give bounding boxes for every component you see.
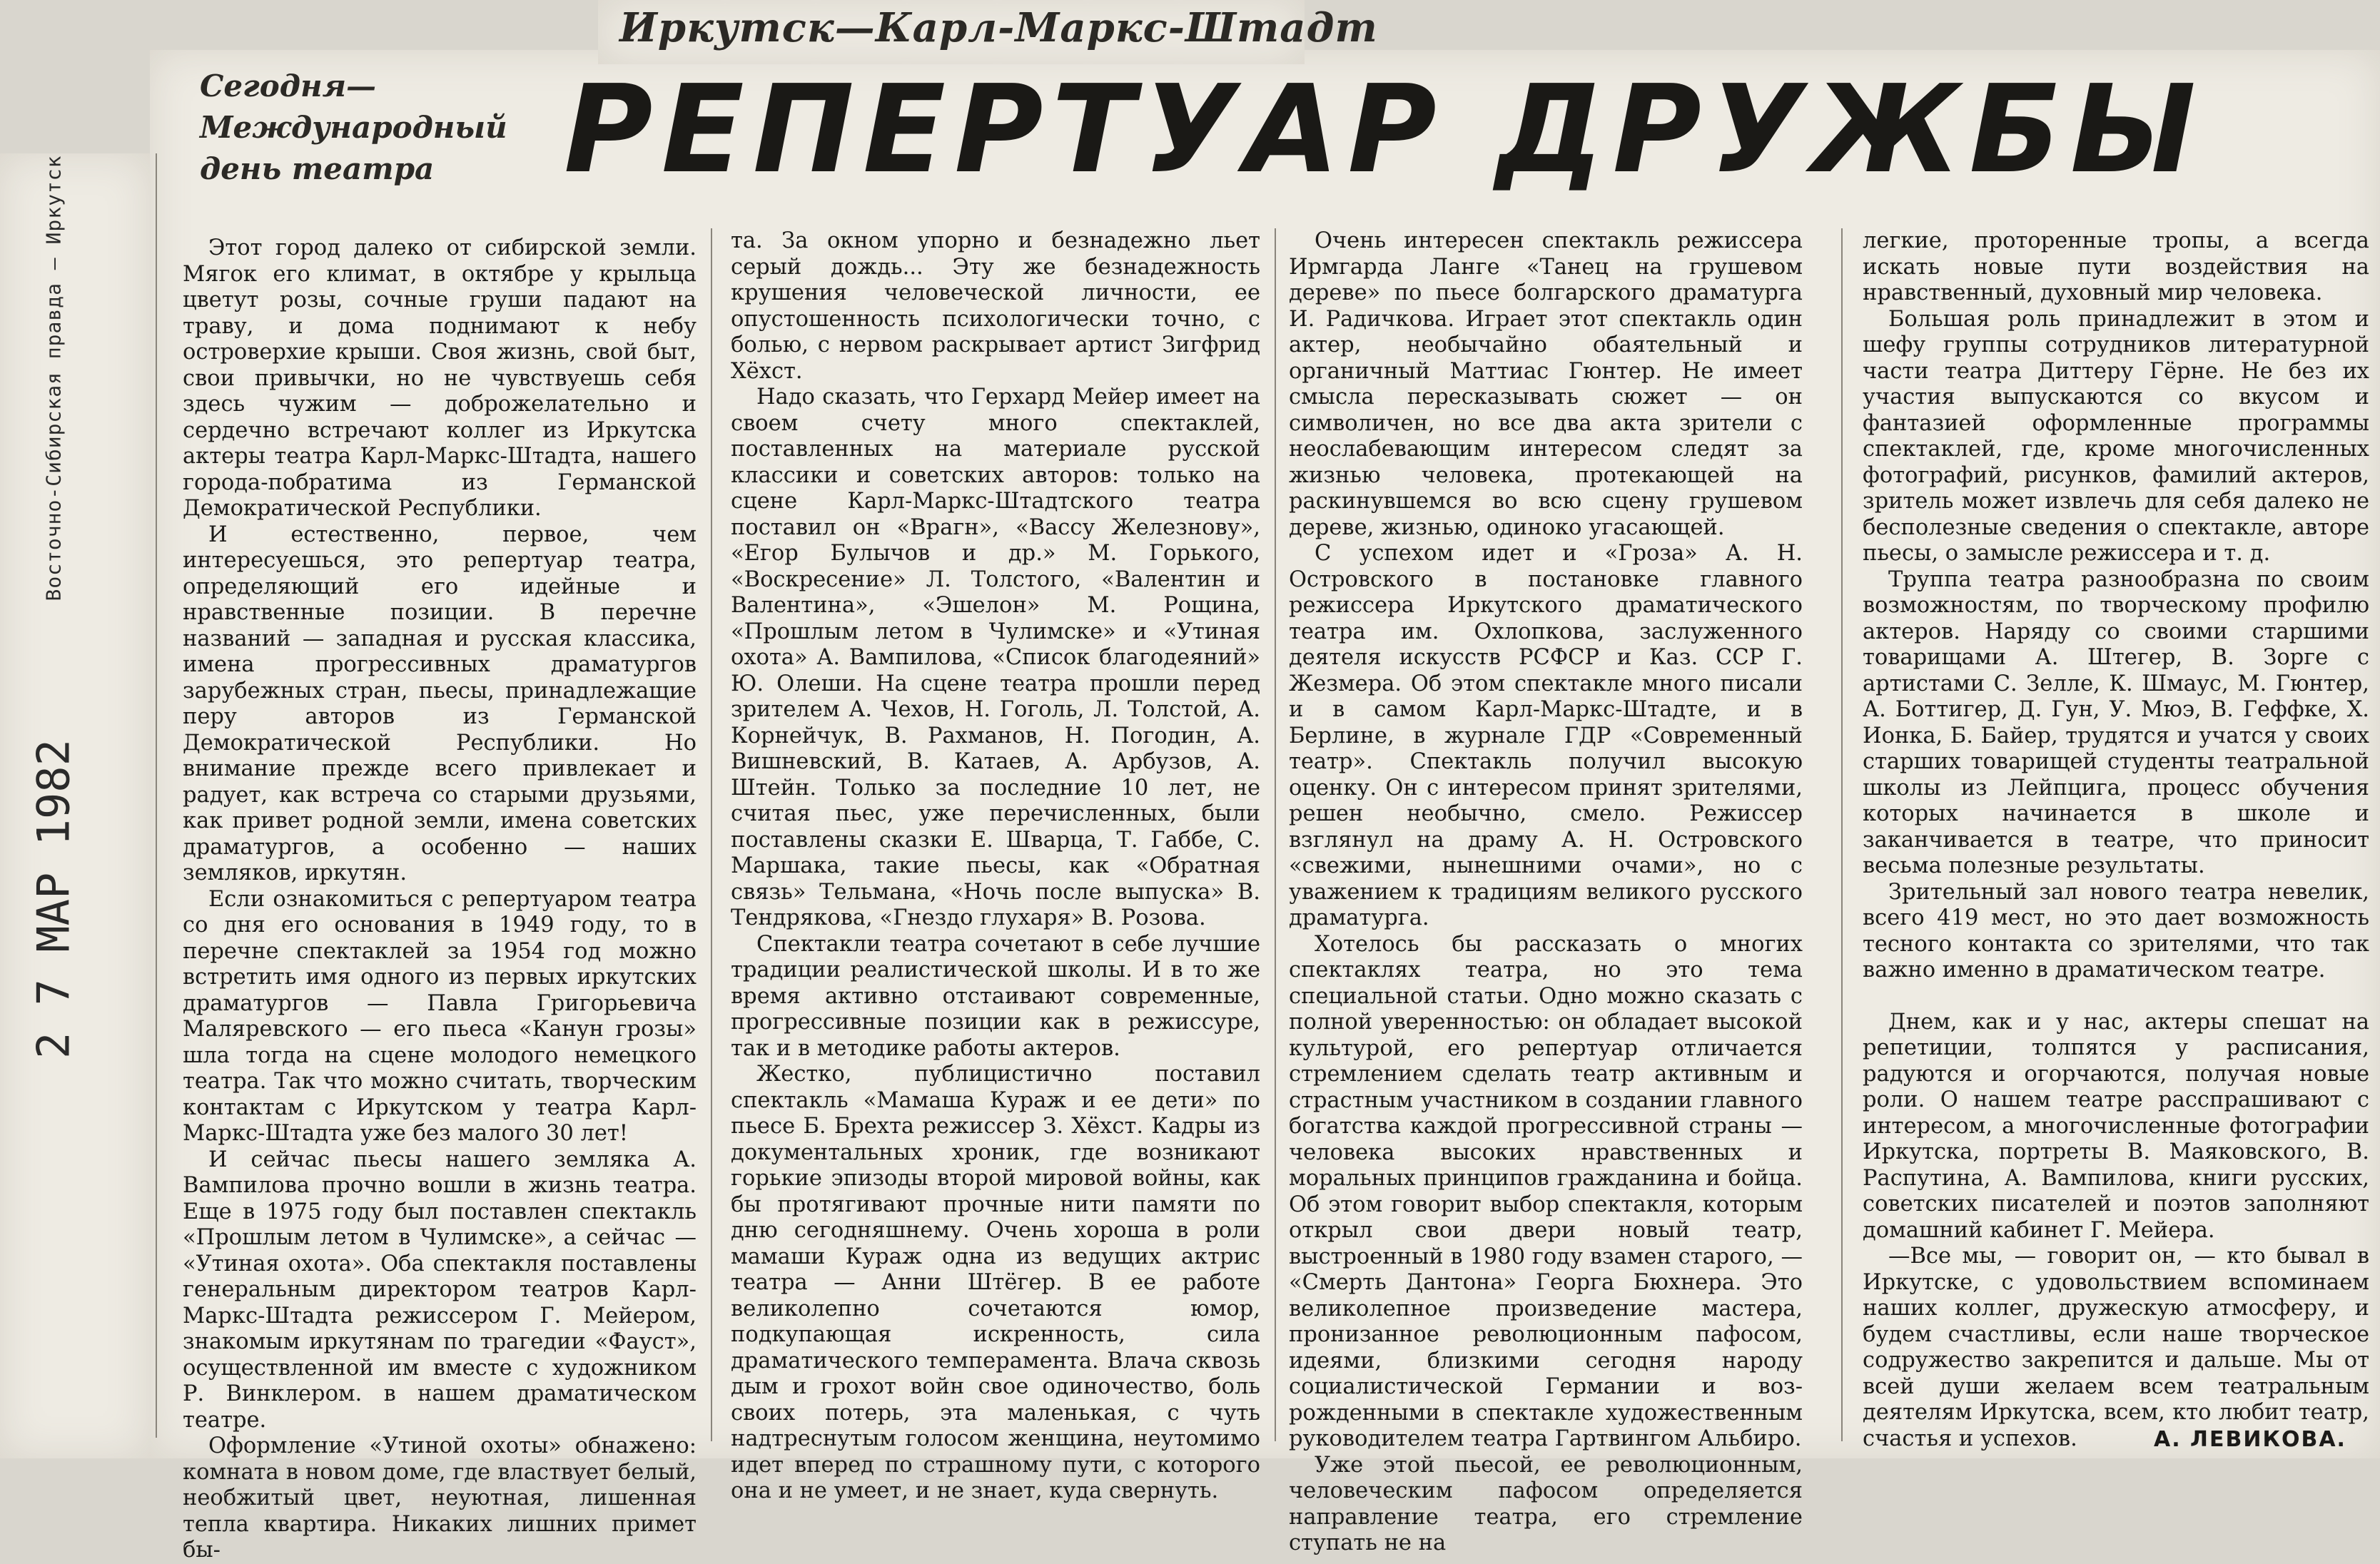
article-column-3 bbox=[1289, 228, 1803, 1555]
paragraph: Хотелось бы рассказать о многих спектаклях театра, но это тема специальной статьи. Одно можно сказать с полной уверенностью: он обладает высокой культурой, его репертуар отличается стремлением сделать театр активным и страстным участником в создании главного богатства каждой прогрессивной страны — человека высоких нравственных и моральных принципов гражданина и бойца. Об этом говорит выбор спектакля, которым открыл свои двери новый театр, выстроенный в 1980 году взамен старого, — «Смерть Дантона» Георга Бюхнера. Это великолепное произведение мастера, пронизанное революционным пафосом, идеями, близкими сегодня народу социалистической Германии и воз-рожденными в спектакле художественным руководителем театра Гартвингом Альбиро. bbox=[1289, 931, 1803, 1451]
column-divider bbox=[1841, 228, 1843, 1441]
paragraph: Большая роль принадлежит в этом и шефу группы сотрудников литературной части театра Диттеру Гёрне. Не без их участия выпускаются со вкусом и фантазией оформленные программы спектаклей, где, кроме многочисленных фотографий, рисунков, фамилий актеров, зритель может извлечь для себя далеко не бесполезные сведения о спектакле, авторе пьесы, о замысле режиссера и т. д. bbox=[1863, 306, 2369, 566]
paragraph: легкие, проторенные тропы, а всегда искать новые пути воздействия на нравственный, духовный мир человека. bbox=[1863, 228, 2369, 305]
paragraph: И естественно, первое, чем интересуешься, это репертуар театра, определяющий его идейные и нравственные позиции. В перечне названий — западная и русская классика, имена прогрессивных драматургов зарубежных стран, пьесы, принадлежащие перу авторов из Германской Демократической Республики. Но внимание прежде всего привлекает и радует, как встреча со старыми друзьями, как привет родной земли, имена советских драматургов, а особенно — наших земляков, иркутян. bbox=[183, 522, 697, 885]
article-subhead bbox=[200, 66, 507, 190]
paragraph: Днем, как и у нас, актеры спешат на репетиции, толпятся у расписания, радуются и огорчаются, получая новые роли. О нашем театре расспрашивают с интересом, а многочисленные фотографии Иркутска, портреты В. Маяковского, В. Распутина, А. Вампилова, книги русских, советских писателей и поэтов заполняют домашний кабинет Г. Мейера. bbox=[1863, 1009, 2369, 1243]
column-divider bbox=[711, 228, 712, 1441]
paragraph: С успехом идет и «Гроза» А. Н. Островского в постановке главного режиссера Иркутского драматического театра им. Охлопкова, заслуженного деятеля искусств РСФСР и Каз. ССР Г. Жезмера. Об этом спектакле много писали и в самом Карл-Маркс-Штадте, и в Берлине, в журнале ГДР «Современный театр». Спектакль получил высокую оценку. Он с интересом принят зрителями, решен необычно, смело. Режиссер взглянул на драму А. Н. Островского «свежими, нынешними очами», но с уважением к традициям великого русского драматурга. bbox=[1289, 541, 1803, 930]
subhead-line: день театра bbox=[200, 151, 435, 186]
paragraph: Жестко, публицистично поставил спектакль «Мамаша Кураж и ее дети» по пьесе Б. Брехта режиссер З. Хёхст. Кадры из документальных хроник, где возникают горькие эпизоды второй мировой войны, как бы протягивают прочные нити памяти по дню сегодняшнему. Очень хороша в роли мамаши Кураж одна из ведущих актрис театра — Анни Штёгер. В ее работе великолепно сочетаются юмор, подкупающая искренность, сила драматического темперамента. Влача сквозь дым и грохот войн свое одиночество, боль своих потерь, эта маленькая, с чуть надтреснутым голосом женщина, неутомимо идет вперед по страшному пути, с которого она и не умеет, и не знает, куда свернуть. bbox=[731, 1062, 1260, 1503]
outlet-stamp-text: Восточно-Сибирская правда — Иркутск bbox=[41, 155, 66, 601]
article-column-1 bbox=[183, 235, 697, 1563]
newspaper-outlet-stamp bbox=[14, 155, 93, 601]
paragraph: Если ознакомиться с репертуаром театра со дня его основания в 1949 году, то в перечне спектаклей за 1954 год можно встретить имя одного из первых иркутских драматургов — Павла Григорьевича Маляревского — его пьеса «Канун грозы» шла тогда на сцене молодого немецкого театра. Так что можно считать, творческим контактам с Иркутском у театра Карл-Маркс-Штадта уже без малого 30 лет! bbox=[183, 886, 697, 1146]
column-divider bbox=[1275, 228, 1276, 1441]
column-divider bbox=[156, 153, 157, 1438]
paragraph: та. За окном упорно и безнадежно льет серый дождь... Эту же безнадежность крушения человеческой личности, ее опустошенность психологически точно, с болью, с нервом раскрывает артист Зигфрид Хёхст. bbox=[731, 228, 1260, 384]
paragraph: Очень интересен спектакль режиссера Ирмгарда Ланге «Танец на грушевом дереве» по пьесе болгарского драматурга И. Радичкова. Играет этот спектакль один актер, необычайно обаятельный и органичный Маттиас Гюнтер. Не имеет смысла пересказывать сюжет — он символичен, но все два акта зрители с неослабевающим интересом следят за жизнью человека, протекающей на раскинувшемся во всю сцену грушевом дереве, жизнью, одинокo угасающей. bbox=[1289, 228, 1803, 540]
paragraph: Спектакли театра сочетают в себе лучшие традиции реалистической школы. И в то же время активно отстаивают современные, прогрессивные позиции как в режиссуре, так и в методике работы актеров. bbox=[731, 931, 1260, 1061]
paragraph: —Все мы, — говорит он, — кто бывал в Иркутске, с удовольствием вспоминаем наших коллег, дружескую атмосферу, и будем счастливы, если наше творческое содружество закрепится и дальше. Мы от всей души желаем всем театральным деятелям Иркутска, всем, кто любит театр, счастья и успехов. bbox=[1863, 1244, 2369, 1451]
paragraph: Оформление «Утиной охоты» обнажено: комната в новом доме, где властвует белый, необжитый цвет, неуютная, лишенная тепла квартира. Никаких лишних примет бы- bbox=[183, 1433, 697, 1563]
date-stamp bbox=[14, 739, 93, 1059]
article-column-4 bbox=[1863, 228, 2369, 1451]
date-stamp-text: 2 7 МАР 1982 bbox=[27, 739, 80, 1059]
author-signature: А. ЛЕВИКОВА. bbox=[2154, 1427, 2346, 1452]
paragraph: Труппа театра разнообразна по своим возможностям, по творческому профилю актеров. Наряду со своими старшими товарищами А. Штегер, В. Зорге с артистами С. Зелле, К. Шмаус, М. Гюнтер, А. Боттигер, Д. Гун, У. Мюэ, В. Геффке, Х. Ионка, Б. Байер, трудятся и учатся у своих старших товарищей студенты театральной школы из Лейпцига, процесс обучения которых начинается в школе и заканчивается в театре, что приносит весьма полезные результаты. bbox=[1863, 567, 2369, 878]
article-column-2 bbox=[731, 228, 1260, 1503]
article-headline: РЕПЕРТУАР ДРУЖБЫ bbox=[564, 59, 2204, 200]
paragraph: Зрительный зал нового театра невелик, всего 419 мест, но это дает возможность тесного контакта со зрителями, что так важно именно в драматическом театре. bbox=[1863, 879, 2369, 982]
article-kicker: Иркутск—Карл-Маркс-Штадт bbox=[619, 4, 1378, 51]
subhead-line: Международный bbox=[200, 110, 507, 145]
paragraph: Этот город далеко от сибирской земли. Мягок его климат, в октябре у крыльца цветут розы, сочные груши падают на траву, и дома поднимают к небу островерхие крыши. Своя жизнь, свой быт, свои привычки, но не чувствуешь себя здесь чужим — доброжелательно и сердечно встречают коллег из Иркутска актеры театра Карл-Маркс-Штадта, нашего города-побратима из Германской Демократической Республики. bbox=[183, 235, 697, 521]
paragraph: И сейчас пьесы нашего земляка А. Вампилова прочно вошли в жизнь театра. Еще в 1975 году был поставлен спектакль «Прошлым летом в Чулимске», а сейчас — «Утиная охота». Оба спектакля поставлены генеральным директором театров Карл-Маркс-Штадта режиссером Г. Мейером, знакомым иркутянам по трагедии «Фауст», осуществленной им вместе с художником Р. Винклером. в нашем драматическом театре. bbox=[183, 1147, 697, 1433]
paragraph: Надо сказать, что Герхард Мейер имеет на своем счету много спектаклей, поставленных на материале русской классики и советских авторов: только на сцене Карл-Маркс-Штадтского театра поставил он «Врагн», «Вассу Железнову», «Егор Булычов и др.» М. Горького, «Воскресение» Л. Толстого, «Валентин и Валентина», «Эшелон» М. Рощина, «Прошлым летом в Чулимске» и «Утиная охота» А. Вампилова, «Список благодеяний» Ю. Олеши. На сцене театра прошли перед зрителем А. Чехов, Н. Гоголь, Л. Толстой, А. Корнейчук, В. Рахманов, Н. Погодин, А. Вишневский, В. Катаев, А. Арбузов, А. Штейн. Только за последние 10 лет, не считая пьес, уже перечисленных, были поставлены сказки Е. Шварца, Т. Габбе, С. Маршака, такие пьесы, как «Обратная связь» Тельмана, «Ночь после выпуска» В. Тендрякова, «Гнездо глухаря» В. Розова. bbox=[731, 385, 1260, 930]
paragraph: Уже этой пьесой, ее революционным, человеческим пафосом определяется направление театра, его стремление ступать не на bbox=[1289, 1452, 1803, 1555]
subhead-line: Сегодня— bbox=[200, 68, 377, 103]
